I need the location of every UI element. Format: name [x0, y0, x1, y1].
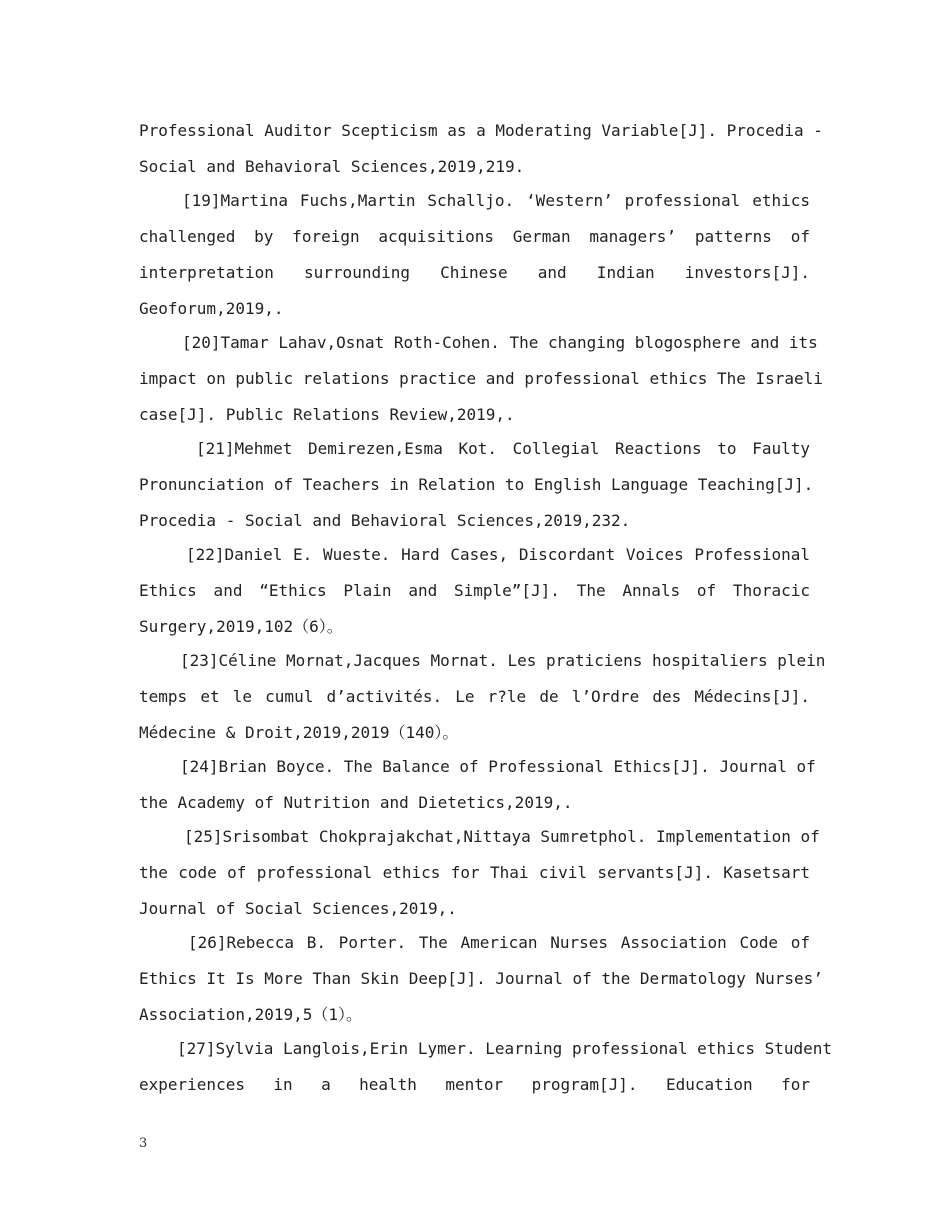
reference-20: [20]Tamar Lahav,Osnat Roth-Cohen. The changing blogosphere and its	[182, 333, 818, 352]
reference-line: temps et le cumul d’activités. Le r?le de l’Ordre des Médecins[J].	[139, 687, 810, 706]
reference-line: Journal of Social Sciences,2019,.	[139, 899, 457, 918]
page-number: 3	[139, 1136, 148, 1151]
reference-line: case[J]. Public Relations Review,2019,.	[139, 405, 515, 424]
reference-line: Ethics It Is More Than Skin Deep[J]. Journal of the Dermatology Nurses’	[139, 969, 823, 988]
reference-line: Pronunciation of Teachers in Relation to English Language Teaching[J].	[139, 475, 814, 494]
reference-line: the Academy of Nutrition and Dietetics,2019,.	[139, 793, 573, 812]
reference-line: Surgery,2019,102（6）。	[139, 617, 343, 636]
reference-21: [21]Mehmet Demirezen,Esma Kot. Collegial Reactions to Faulty	[196, 439, 810, 458]
reference-line: interpretation surrounding Chinese and Indian investors[J].	[139, 263, 810, 282]
reference-23: [23]Céline Mornat,Jacques Mornat. Les praticiens hospitaliers plein	[180, 651, 826, 670]
reference-line: Professional Auditor Scepticism as a Moderating Variable[J]. Procedia -	[139, 121, 823, 140]
reference-line: Association,2019,5（1）。	[139, 1005, 363, 1024]
reference-line: Ethics and “Ethics Plain and Simple”[J]. The Annals of Thoracic	[139, 581, 810, 600]
reference-line: the code of professional ethics for Thai civil servants[J]. Kasetsart	[139, 863, 810, 882]
reference-line: Geoforum,2019,.	[139, 299, 284, 318]
reference-line: challenged by foreign acquisitions German managers’ patterns of	[139, 227, 810, 246]
reference-line: impact on public relations practice and professional ethics The Israeli	[139, 369, 823, 388]
reference-line: experiences in a health mentor program[J]. Education for	[139, 1075, 810, 1094]
reference-22: [22]Daniel E. Wueste. Hard Cases, Discordant Voices Professional	[186, 545, 810, 564]
reference-line: Procedia - Social and Behavioral Sciences,2019,232.	[139, 511, 631, 530]
reference-25: [25]Srisombat Chokprajakchat,Nittaya Sumretphol. Implementation of	[184, 827, 820, 846]
reference-26: [26]Rebecca B. Porter. The American Nurses Association Code of	[188, 933, 810, 952]
reference-19: [19]Martina Fuchs,Martin Schalljo. ‘Western’ professional ethics	[182, 191, 810, 210]
reference-24: [24]Brian Boyce. The Balance of Professional Ethics[J]. Journal of	[180, 757, 816, 776]
reference-27: [27]Sylvia Langlois,Erin Lymer. Learning professional ethics Student	[177, 1039, 833, 1058]
reference-line: Social and Behavioral Sciences,2019,219.	[139, 157, 525, 176]
reference-line: Médecine & Droit,2019,2019（140）。	[139, 723, 459, 742]
